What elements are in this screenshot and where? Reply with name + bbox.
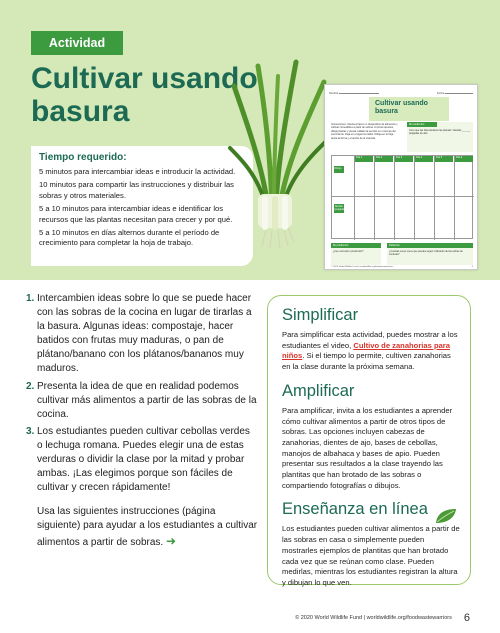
worksheet-row-label: Dibujo [334, 166, 344, 173]
amplify-text: Para amplificar, invita a los estudiantes a aprender cómo cultivar alimentos a partir de otros tipos de sobras. Las opciones incluyen cabezas de zanahorias, dientes de ajo, bases de cebollas, manojos de albahaca y bases de apio. Pueden presentar sus resultados a la clase trayendo las plantitas que han brotado de las sobras o compartiendo fotografías o dibujos. [282, 405, 453, 490]
time-item: 5 minutos para intercambiar ideas e introducir la actividad. [39, 167, 236, 176]
worksheet-bottom-right-head: Reflexión [387, 243, 473, 248]
step-number: 3. [26, 425, 35, 437]
worksheet-day-header: Día 1 [354, 156, 374, 162]
worksheet-name-label: Nombre [329, 91, 339, 95]
page-number: 6 [463, 612, 470, 624]
simplify-text-pre: Para simplificar esta actividad, puedes mostrar a los estudiantes el video, [282, 330, 458, 350]
green-onions-illustration [228, 56, 338, 256]
time-required-box [31, 146, 253, 266]
step-text: Intercambien ideas sobre lo que se puede hacer con las sobras de la cocina en lugar de tirarlas a la basura. Algunas ideas: compostaje, hacer batidos con frutas muy maduras, o pan de plátano/banano con los plátanos/bananos muy maduros. [37, 293, 252, 375]
worksheet-prediction [407, 122, 473, 152]
worksheet-day-header: Día 5 [434, 156, 454, 162]
worksheet-bottom-left-text: ¿Fue correcta tu predicción? [333, 250, 364, 253]
footer-credit: © 2020 World Wildlife Fund | worldwildlife.org/foodwastewarriors [295, 615, 452, 621]
closing-paragraph [37, 505, 258, 549]
amplify-title: Amplificar [282, 381, 355, 400]
step-text: Los estudiantes pueden cultivar cebollas verdes o lechuga romana. Puedes elegir una de estas verduras o dividir la clase por la mitad y probar ambas. ¡Las elegimos porque son fáciles de cultivar y crecen rápidamente! [37, 425, 250, 494]
simplify-text [282, 330, 460, 373]
time-item: 5 a 10 minutos en días alternos durante el período de crecimiento para completar la hoja de trabajo. [39, 228, 220, 248]
worksheet-day-header: Día 4 [414, 156, 434, 162]
step-number: 1. [26, 293, 35, 304]
worksheet-bottom-left-head: Mi predicción [331, 243, 381, 248]
time-heading: Tiempo requerido: [39, 152, 127, 163]
worksheet-thumbnail [324, 84, 478, 270]
leaf-icon [435, 508, 457, 524]
activity-tag: Actividad [31, 31, 123, 55]
worksheet-date-label: Fecha [437, 91, 445, 95]
list-item [26, 425, 258, 495]
worksheet-bottom-right [387, 243, 473, 265]
worksheet-table [331, 155, 473, 239]
arrow-right-icon: ➜ [165, 533, 177, 548]
time-item: 5 a 10 minutos para intercambiar ideas e identificar los recursos que las plantas necesitan para crecer y por qué. [39, 204, 233, 224]
worksheet-instructions: Instrucciones: Intenta a hacer un desperdicio de alimentos y cultivar comestibles a partir de sobras. Al tomar apuntes, dibuja plantas y presta cuidado la sección en el tiempo del crecimiento. Deja en el agua los tallos. Dibuja en la hoja, anota la forma y el ancho de la vivienda. [331, 123, 398, 140]
simplify-title: Simplificar [282, 306, 359, 324]
worksheet-title: Cultivar usando basura [369, 97, 449, 121]
differentiation-panel [267, 295, 471, 585]
worksheet-footer-page: 6 [471, 266, 473, 268]
time-item: 10 minutos para compartir las instrucciones y distribuir las sobras y otros materiales. [39, 180, 234, 200]
carrot-video-link[interactable]: Cultivo de zanahorias para niños [282, 340, 450, 361]
steps-list [26, 292, 258, 550]
online-title: Enseñanza en línea [282, 500, 428, 519]
worksheet-bottom-right-text: ¿Cuantas veces crees que puedes seguir cultivando de las sobras de verduras? [389, 250, 463, 257]
worksheet-bottom-left [331, 243, 381, 265]
simplify-text-post: . Si el tiempo lo permite, cultiven zanahorias en la clase durante la próxima semana. [282, 351, 451, 372]
worksheet-header-line [329, 89, 473, 97]
worksheet-day-header: Día 2 [374, 156, 394, 162]
page-title: Cultivar usando basura [31, 62, 258, 128]
closing-text: Usa las siguientes instrucciones (página siguiente) para ayudar a los estudiantes a cultivar alimentos a partir de sobras. [37, 506, 258, 548]
list-item [26, 292, 258, 377]
list-item [26, 380, 258, 422]
worksheet-row-label: Tamaño (pulgadas) [334, 204, 344, 213]
step-text: Presenta la idea de que en realidad podemos cultivar más alimentos a partir de las sobras de la cocina. [37, 380, 257, 420]
worksheet-day-header: Día 3 [394, 156, 414, 162]
page-footer [295, 612, 470, 624]
worksheet-footer [331, 266, 473, 268]
worksheet-prediction-head: Mi predicción [407, 122, 437, 127]
worksheet-footer-credit: © 2020 World Wildlife Fund | worldwildlife.org/foodwastewarriors [331, 266, 394, 268]
worksheet-prediction-text: Creo que las días tardaron las plantas: Vasolas ______ pulgadas de alto [409, 129, 471, 136]
online-text: Los estudiantes pueden cultivar alimentos a partir de las sobras en casa o simplemente pueden mostrarles ejemplos de plantitas que han brotado cada vez que se reúnan como clase. Pueden medirlas, mientras los estudiantes registran la altura y dibujan lo que ven. [282, 524, 460, 587]
step-number: 2. [26, 380, 35, 392]
worksheet-day-header: Día 6 [454, 156, 474, 162]
